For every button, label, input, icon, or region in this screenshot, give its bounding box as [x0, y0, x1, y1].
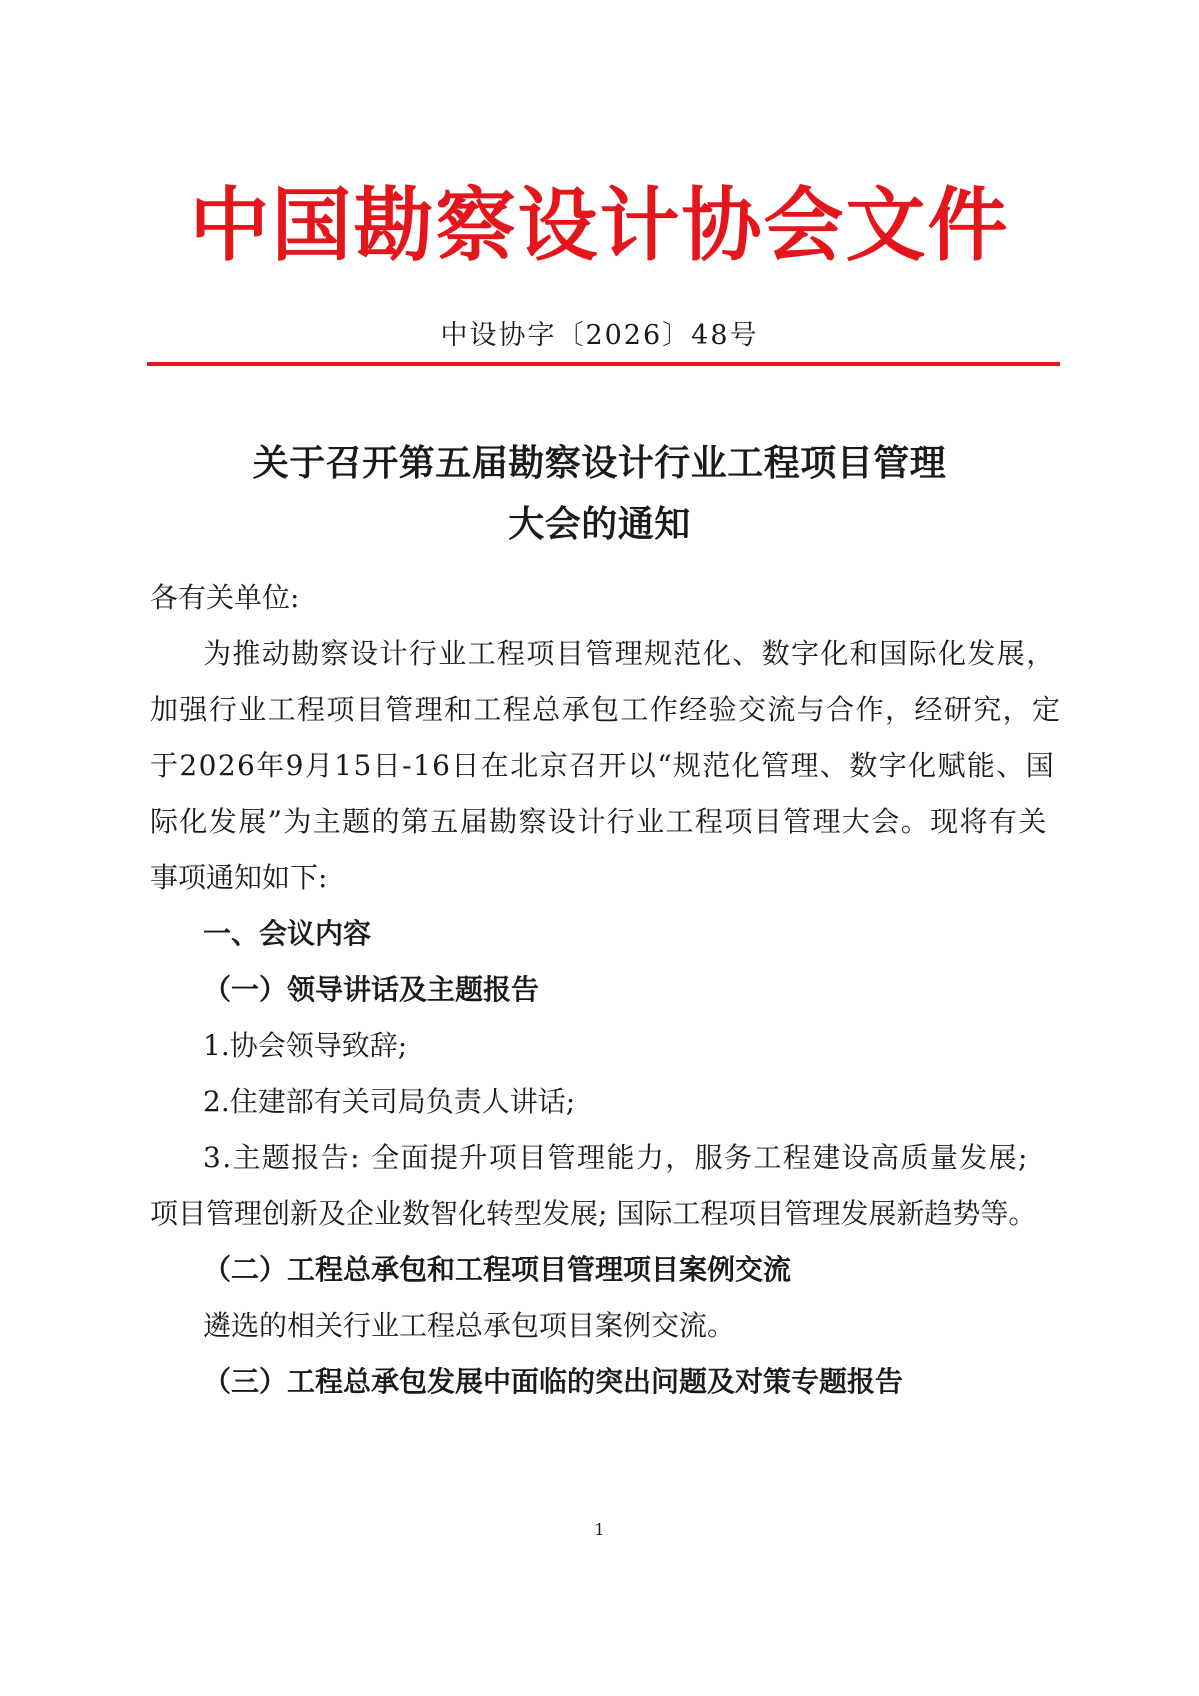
masthead-title: 中国勘察设计协会文件 [189, 178, 1010, 272]
list-item-1: 1.协会领导致辞; [203, 1029, 408, 1062]
subsection-heading-2: （二）工程总承包和工程项目管理项目案例交流 [203, 1253, 792, 1286]
notice-title-line-2: 大会的通知 [508, 503, 691, 545]
subsection-heading-3: （三）工程总承包发展中面临的突出问题及对策专题报告 [203, 1365, 904, 1398]
section-heading-1: 一、会议内容 [203, 917, 372, 950]
intro-paragraph-line-2: 加强行业工程项目管理和工程总承包工作经验交流与合作，经研究，定 [150, 693, 1062, 726]
page-number: 1 [594, 1520, 605, 1539]
intro-paragraph-line-1: 为推动勘察设计行业工程项目管理规范化、数字化和国际化发展， [203, 637, 1056, 670]
salutation: 各有关单位: [150, 581, 300, 614]
intro-paragraph-line-5: 事项通知如下: [150, 861, 328, 894]
document-number: 中设协字〔2026〕48号 [440, 320, 759, 351]
intro-paragraph-line-3: 于2026年9月15日-16日在北京召开以“规范化管理、数字化赋能、国 [150, 749, 1056, 782]
subsection-2-text: 遴选的相关行业工程总承包项目案例交流。 [203, 1309, 736, 1342]
subsection-heading-1: （一）领导讲话及主题报告 [203, 973, 540, 1006]
red-separator-line [147, 362, 1060, 366]
list-item-2: 2.住建部有关司局负责人讲话; [203, 1085, 576, 1118]
list-item-3-line-1: 3.主题报告: 全面提升项目管理能力，服务工程建设高质量发展; [203, 1141, 1029, 1174]
notice-title-line-1: 关于召开第五届勘察设计行业工程项目管理 [252, 442, 947, 484]
intro-paragraph-line-4: 际化发展”为主题的第五届勘察设计行业工程项目管理大会。现将有关 [150, 805, 1048, 838]
list-item-3-line-2: 项目管理创新及企业数智化转型发展; 国际工程项目管理发展新趋势等。 [150, 1197, 1037, 1230]
